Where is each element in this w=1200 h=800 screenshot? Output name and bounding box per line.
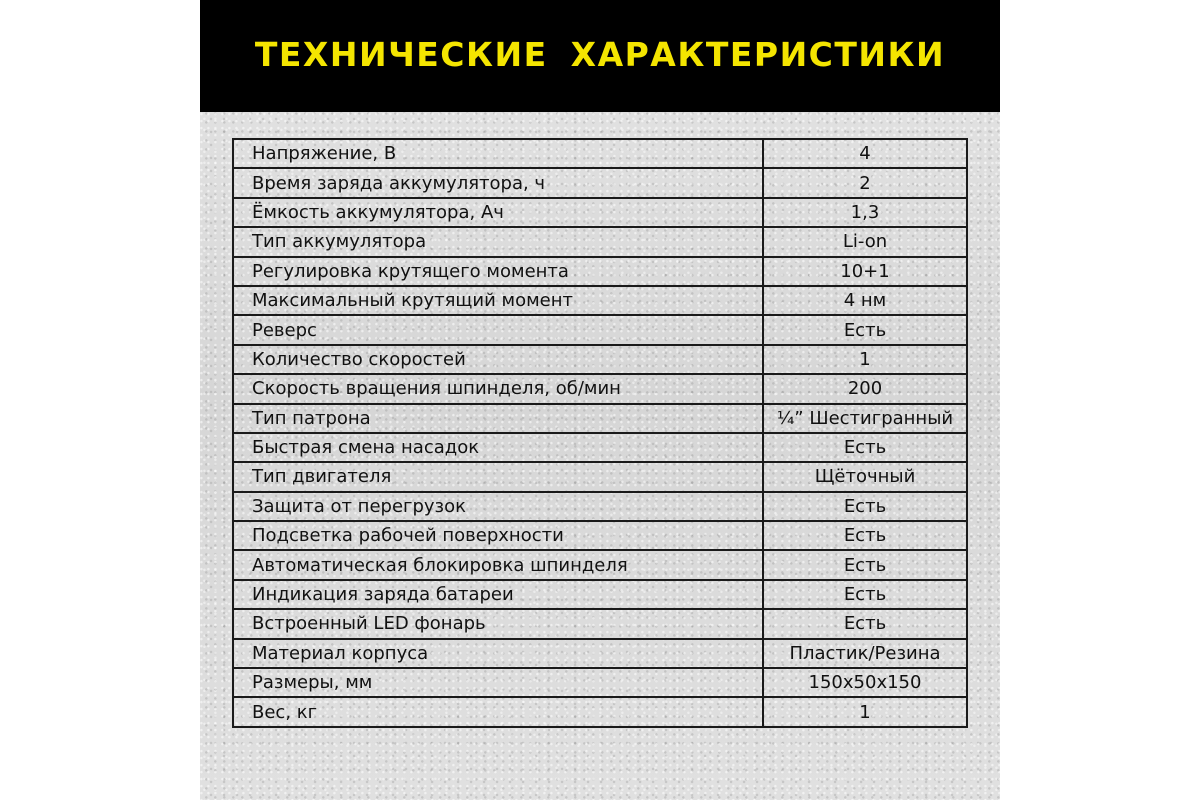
table-row	[233, 139, 967, 168]
spec-name-cell: Количество скоростей	[233, 345, 763, 374]
table-row	[233, 374, 967, 403]
spec-value-cell: Есть	[763, 609, 967, 638]
table-row	[233, 697, 967, 726]
spec-name-cell: Тип двигателя	[233, 462, 763, 491]
spec-value-cell: 10+1	[763, 257, 967, 286]
table-row	[233, 286, 967, 315]
spec-name-cell: Вес, кг	[233, 697, 763, 726]
spec-name-cell: Ёмкость аккумулятора, Ач	[233, 198, 763, 227]
spec-value-cell: Есть	[763, 580, 967, 609]
spec-name-cell: Подсветка рабочей поверхности	[233, 521, 763, 550]
spec-name-cell: Реверс	[233, 315, 763, 344]
spec-value-cell: 4 нм	[763, 286, 967, 315]
spec-value-cell: 2	[763, 168, 967, 197]
spec-value-cell: Есть	[763, 550, 967, 579]
spec-name-cell: Тип аккумулятора	[233, 227, 763, 256]
spec-value-cell: Есть	[763, 521, 967, 550]
header-banner	[200, 0, 1000, 112]
spec-value-cell: 1,3	[763, 198, 967, 227]
spec-name-cell: Регулировка крутящего момента	[233, 257, 763, 286]
table-row	[233, 433, 967, 462]
spec-name-cell: Материал корпуса	[233, 639, 763, 668]
spec-value-cell: 200	[763, 374, 967, 403]
spec-name-cell: Максимальный крутящий момент	[233, 286, 763, 315]
table-row	[233, 227, 967, 256]
spec-card	[200, 0, 1000, 800]
spec-value-cell: Пластик/Резина	[763, 639, 967, 668]
page-title: ТЕХНИЧЕСКИЕ ХАРАКТЕРИСТИКИ	[254, 34, 946, 74]
spec-name-cell: Встроенный LED фонарь	[233, 609, 763, 638]
table-row	[233, 168, 967, 197]
table-row	[233, 492, 967, 521]
spec-value-cell: 1	[763, 345, 967, 374]
spec-name-cell: Индикация заряда батареи	[233, 580, 763, 609]
table-row	[233, 609, 967, 638]
spec-value-cell: ¼” Шестигранный	[763, 404, 967, 433]
spec-value-cell: 4	[763, 139, 967, 168]
spec-value-cell: 1	[763, 697, 967, 726]
table-row	[233, 345, 967, 374]
spec-name-cell: Напряжение, В	[233, 139, 763, 168]
spec-name-cell: Быстрая смена насадок	[233, 433, 763, 462]
spec-name-cell: Автоматическая блокировка шпинделя	[233, 550, 763, 579]
table-row	[233, 668, 967, 697]
spec-value-cell: 150x50x150	[763, 668, 967, 697]
table-row	[233, 550, 967, 579]
table-row	[233, 315, 967, 344]
table-row	[233, 198, 967, 227]
spec-table-body	[233, 139, 967, 727]
spec-value-cell: Есть	[763, 492, 967, 521]
table-row	[233, 404, 967, 433]
spec-value-cell: Li-on	[763, 227, 967, 256]
spec-value-cell: Есть	[763, 433, 967, 462]
spec-name-cell: Размеры, мм	[233, 668, 763, 697]
spec-value-cell: Щёточный	[763, 462, 967, 491]
table-row	[233, 521, 967, 550]
spec-name-cell: Скорость вращения шпинделя, об/мин	[233, 374, 763, 403]
table-row	[233, 580, 967, 609]
table-row	[233, 462, 967, 491]
table-row	[233, 639, 967, 668]
table-row	[233, 257, 967, 286]
spec-name-cell: Время заряда аккумулятора, ч	[233, 168, 763, 197]
spec-table	[232, 138, 968, 728]
spec-name-cell: Защита от перегрузок	[233, 492, 763, 521]
spec-value-cell: Есть	[763, 315, 967, 344]
spec-name-cell: Тип патрона	[233, 404, 763, 433]
